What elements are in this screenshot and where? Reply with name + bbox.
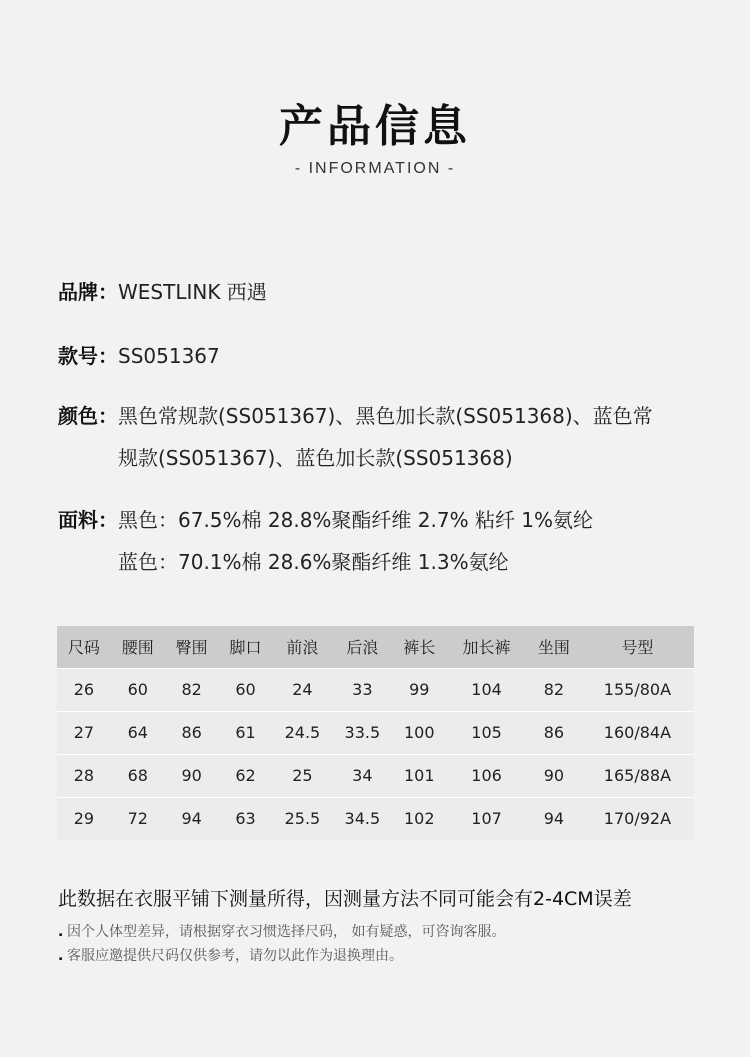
- table-cell: 72: [111, 797, 165, 840]
- table-cell: 24.5: [272, 711, 332, 754]
- table-cell: 33: [332, 668, 392, 711]
- table-row: [57, 668, 694, 711]
- style-no-row: [58, 335, 698, 377]
- table-cell: 26: [57, 668, 111, 711]
- brand-value: WESTLINK 西遇: [118, 280, 267, 304]
- brand-row: [58, 271, 698, 313]
- note-item: [58, 945, 738, 965]
- table-cell: 170/92A: [581, 797, 694, 840]
- bullet-icon: .: [58, 948, 64, 964]
- header-size: 尺码: [57, 626, 111, 668]
- table-cell: 86: [165, 711, 219, 754]
- table-cell: 155/80A: [581, 668, 694, 711]
- table-row: [57, 754, 694, 797]
- header-waist: 腰围: [111, 626, 165, 668]
- table-cell: 100: [392, 711, 446, 754]
- header-long-length: 加长裤: [446, 626, 527, 668]
- header-hip: 臀围: [165, 626, 219, 668]
- color-label: 颜色：: [58, 404, 118, 428]
- table-cell: 106: [446, 754, 527, 797]
- table-cell: 104: [446, 668, 527, 711]
- table-cell: 90: [165, 754, 219, 797]
- table-cell: 34: [332, 754, 392, 797]
- table-cell: 25.5: [272, 797, 332, 840]
- table-cell: 60: [219, 668, 273, 711]
- table-row: [57, 797, 694, 840]
- table-cell: 101: [392, 754, 446, 797]
- size-table: [57, 626, 694, 840]
- header-spec: 号型: [581, 626, 694, 668]
- table-cell: 68: [111, 754, 165, 797]
- table-cell: 82: [527, 668, 581, 711]
- color-line: 黑色常规款(SS051367)、黑色加长款(SS051368)、蓝色常: [118, 404, 653, 428]
- color-line: 规款(SS051367)、蓝色加长款(SS051368): [118, 446, 513, 470]
- measurement-note: 此数据在衣服平铺下测量所得，因测量方法不同可能会有2-4CM误差: [58, 888, 632, 910]
- table-cell: 29: [57, 797, 111, 840]
- note-item-text: 客服应邀提供尺码仅供参考，请勿以此作为退换理由。: [67, 948, 403, 964]
- table-cell: 99: [392, 668, 446, 711]
- table-cell: 34.5: [332, 797, 392, 840]
- table-cell: 64: [111, 711, 165, 754]
- header-front-rise: 前浪: [272, 626, 332, 668]
- table-cell: 86: [527, 711, 581, 754]
- table-cell: 25: [272, 754, 332, 797]
- note-item-text: 因个人体型差异，请根据穿衣习惯选择尺码， 如有疑惑，可咨询客服。: [67, 924, 506, 940]
- header-seat: 坐围: [527, 626, 581, 668]
- brand-label: 品牌：: [58, 280, 118, 304]
- color-row: [58, 395, 698, 479]
- bullet-icon: .: [58, 924, 64, 940]
- fabric-value: [118, 499, 698, 583]
- style-no-value: SS051367: [118, 344, 220, 368]
- table-cell: 165/88A: [581, 754, 694, 797]
- table-cell: 82: [165, 668, 219, 711]
- table-cell: 107: [446, 797, 527, 840]
- table-cell: 63: [219, 797, 273, 840]
- table-cell: 94: [165, 797, 219, 840]
- table-cell: 102: [392, 797, 446, 840]
- table-cell: 105: [446, 711, 527, 754]
- header-hem: 脚口: [219, 626, 273, 668]
- note-item: [58, 921, 738, 941]
- page-subtitle: - INFORMATION -: [294, 160, 456, 177]
- table-cell: 62: [219, 754, 273, 797]
- table-cell: 28: [57, 754, 111, 797]
- size-table-header-row: [57, 626, 694, 668]
- table-cell: 33.5: [332, 711, 392, 754]
- style-no-label: 款号：: [58, 344, 118, 368]
- header-back-rise: 后浪: [332, 626, 392, 668]
- table-cell: 24: [272, 668, 332, 711]
- table-cell: 61: [219, 711, 273, 754]
- table-row: [57, 711, 694, 754]
- color-value: [118, 395, 698, 479]
- table-cell: 27: [57, 711, 111, 754]
- table-cell: 94: [527, 797, 581, 840]
- fabric-line: 蓝色：70.1%棉 28.6%聚酯纤维 1.3%氨纶: [118, 550, 509, 574]
- header-length: 裤长: [392, 626, 446, 668]
- table-cell: 60: [111, 668, 165, 711]
- fabric-row: [58, 499, 698, 583]
- fabric-label: 面料：: [58, 508, 118, 532]
- fabric-line: 黑色：67.5%棉 28.8%聚酯纤维 2.7% 粘纤 1%氨纶: [118, 508, 594, 532]
- table-cell: 90: [527, 754, 581, 797]
- table-cell: 160/84A: [581, 711, 694, 754]
- page-title: 产品信息: [279, 101, 471, 152]
